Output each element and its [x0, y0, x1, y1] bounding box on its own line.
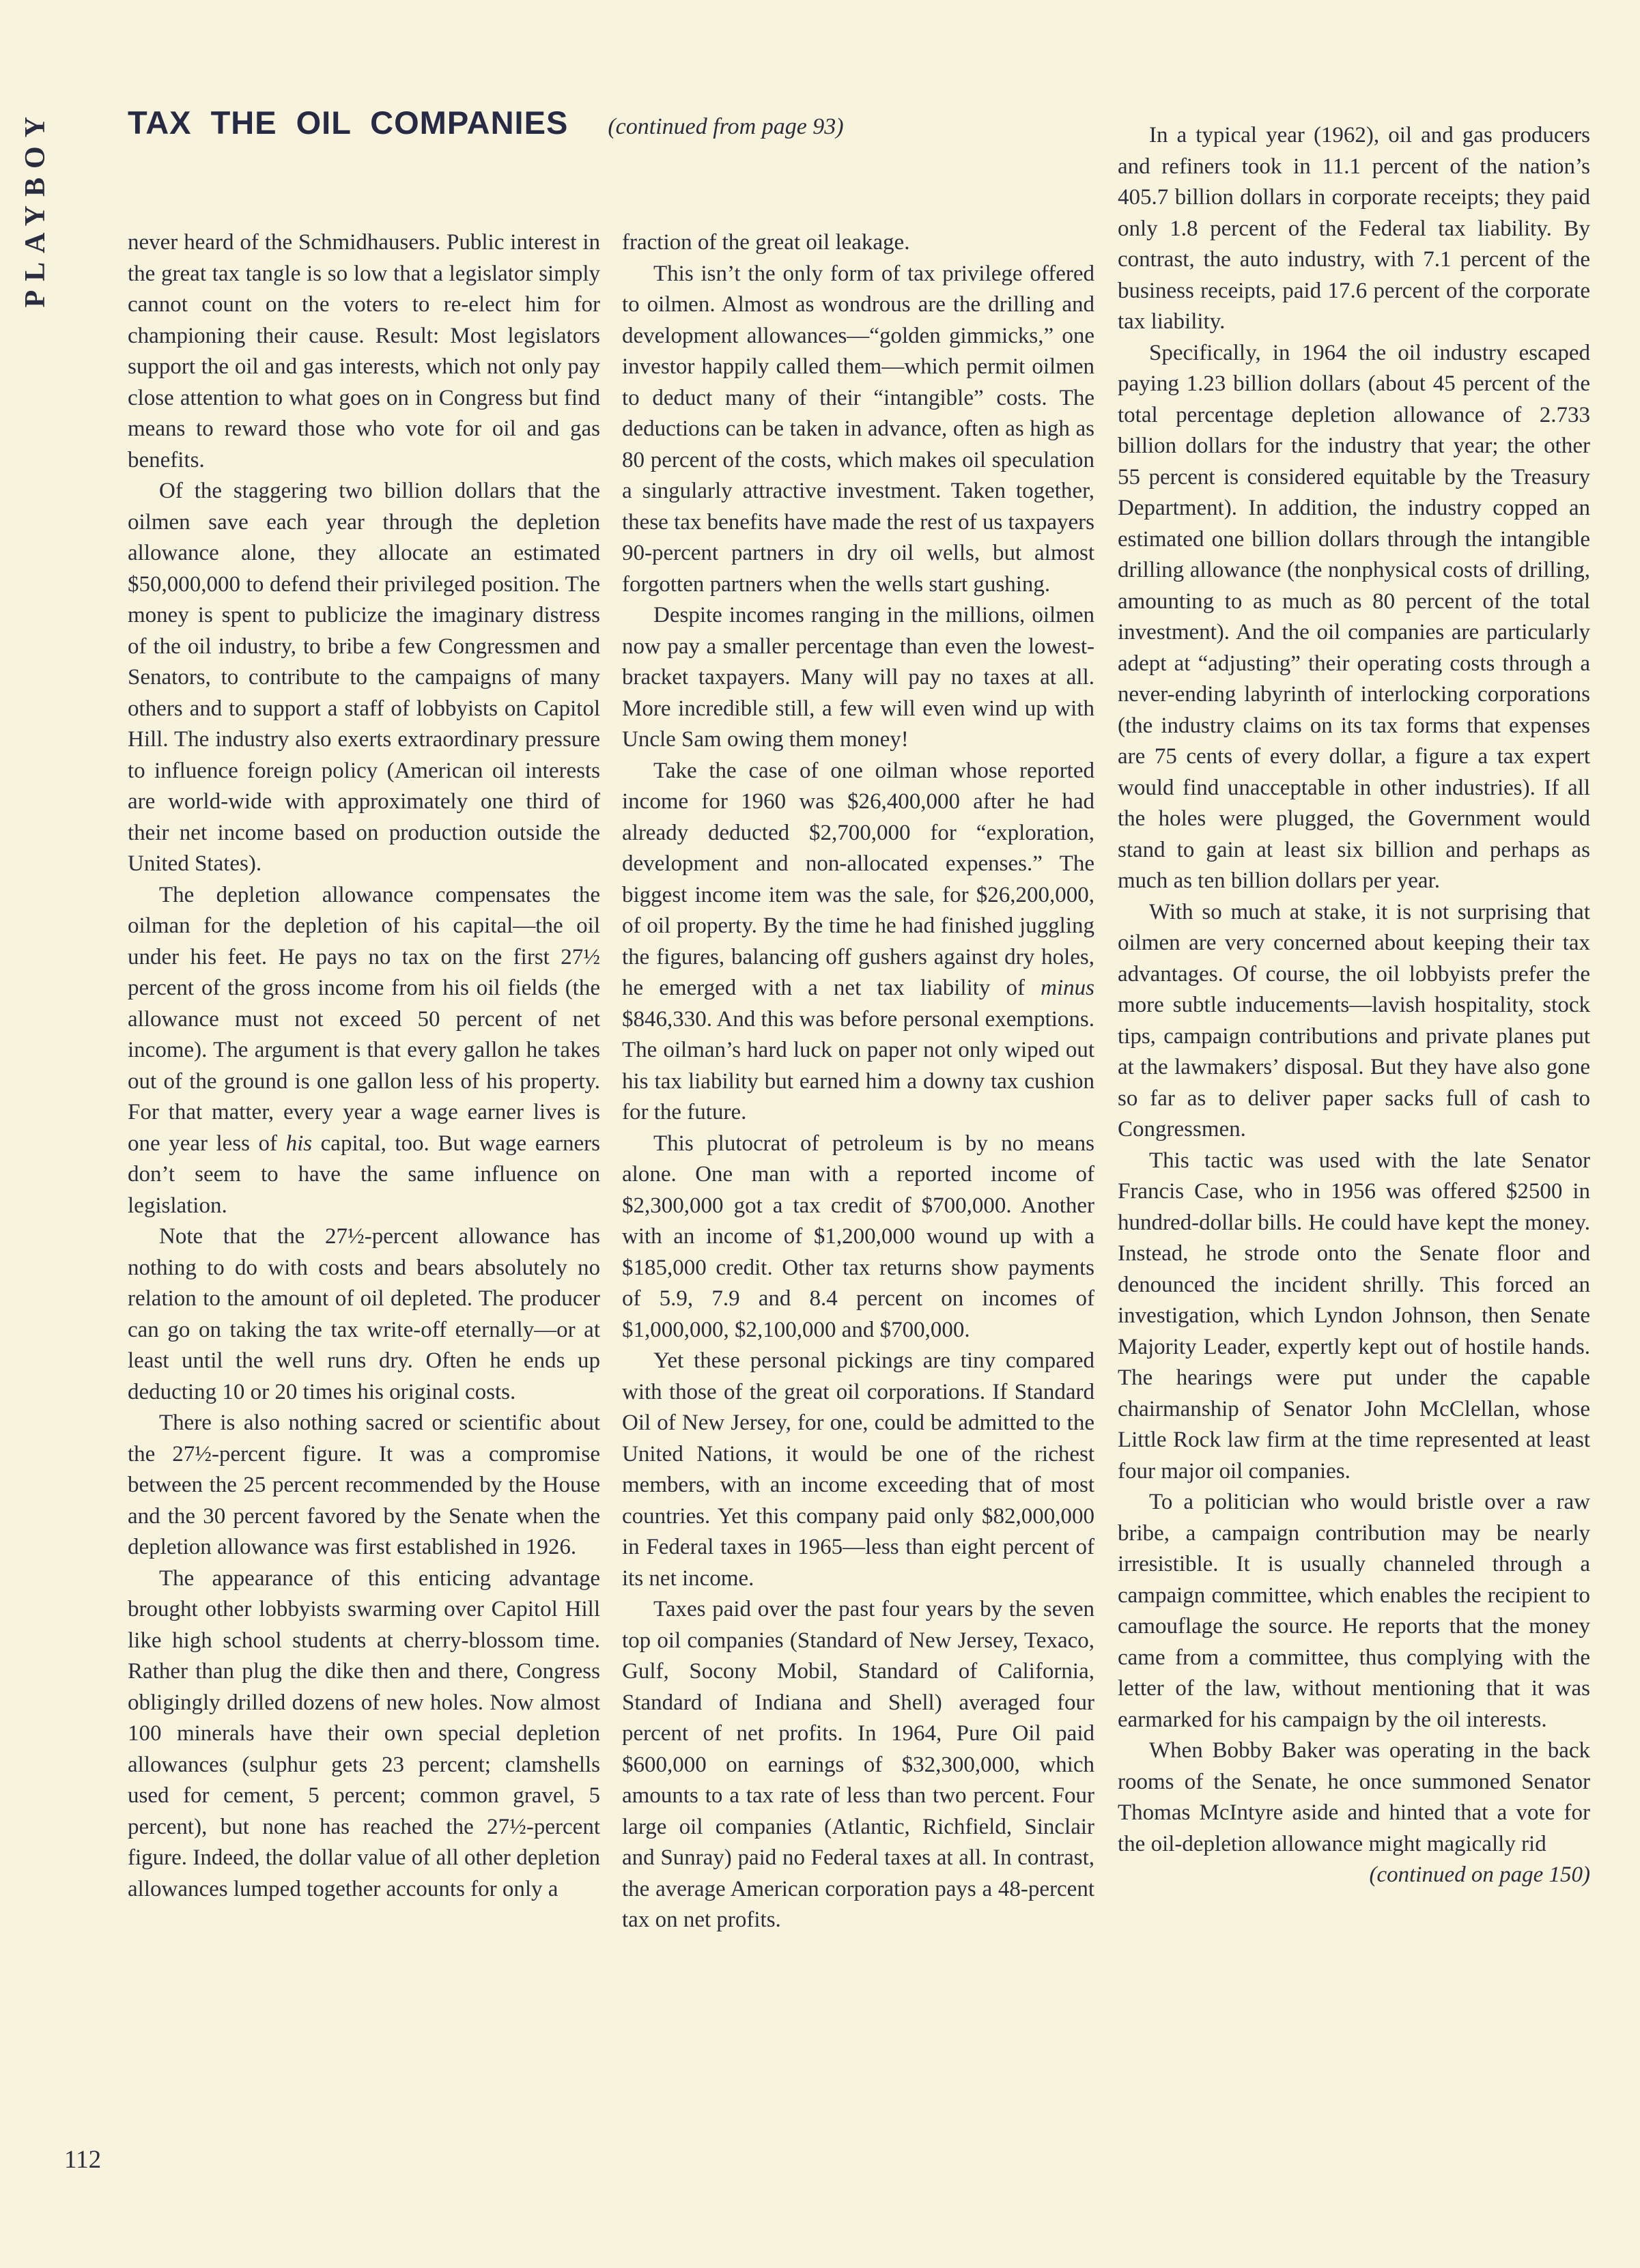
continued-from-note: (continued from page 93): [608, 114, 844, 139]
paragraph: [622, 756, 1094, 1129]
paragraph: fraction of the great oil leakage.: [622, 230, 910, 255]
paragraph: Specifically, in 1964 the oil industry escaped paying 1.23 billion dollars (about 45 percent of the total percentage depletion allowance of 2.733 billion dollars for the industry that year; the other 55 percent is considered equitable by the Treasury Department). In addition, the industry copped an estimated one billion dollars through the intangible drilling allowance (the nonphysical costs of drilling, amounting to as much as 80 percent of the total investment). And the oil companies are particularly adept at “adjusting” their operating costs through a never-ending labyrinth of interlocking corporations (the industry claims on its tax forms that expenses are 75 cents of every dollar, a figure a tax expert would find unacceptable in other industries). If all the holes were plugged, the Government would stand to gain at least six billion and perhaps as much as ten billion dollars per year.: [1118, 340, 1590, 893]
column-2: [622, 227, 1094, 1936]
paragraph: Despite incomes ranging in the millions, oilmen now pay a smaller percentage than even the lowest-bracket taxpayers. Many will pay no taxes at all. More incredible still, a few will even wind up with Uncle Sam owing them money!: [622, 603, 1094, 752]
paragraph-text: capital, too. But wage earners don’t seem to have the same influence on legislation.: [128, 1131, 600, 1218]
paragraph: never heard of the Schmidhausers. Public interest in the great tax tangle is so low that a legislator simply cannot count on the voters to re-elect him for championing their cause. Result: Most legislators support the oil and gas interests, which not only pay close attention to what goes on in Congress but find means to reward those who vote for oil and gas benefits.: [128, 230, 600, 472]
paragraph: Of the staggering two billion dollars that the oilmen save each year through the depletion allowance alone, they allocate an estimated $50,000,000 to defend their privileged position. The money is spent to publicize the imaginary distress of the oil industry, to bribe a few Congressmen and Senators, to contribute to the campaigns of many others and to support a staff of lobbyists on Capitol Hill. The industry also exerts extraordinary pressure to influence foreign policy (American oil interests are world-wide with approximately one third of their net income based on production outside the United States).: [128, 479, 600, 876]
paragraph: There is also nothing sacred or scientific about the 27½-percent figure. It was a compromise between the 25 percent recommended by the House and the 30 percent favored by the Senate when the depletion allowance was first established in 1926.: [128, 1411, 600, 1559]
paragraph: The appearance of this enticing advantage brought other lobbyists swarming over Capitol Hill like high school students at cherry-blossom time. Rather than plug the dike then and there, Congress obligingly drilled dozens of new holes. Now almost 100 minerals have their own special depletion allowances (sulphur gets 23 percent; clamshells used for cement, 5 percent; common gravel, 5 percent), but none has reached the 27½-percent figure. Indeed, the dollar value of all other depletion allowances lumped together accounts for only a: [128, 1565, 600, 1901]
paragraph: To a politician who would bristle over a raw bribe, a campaign contribution may be nearly irresistible. It is usually channeled through a campaign committee, which enables the recipient to camouflage the source. He reports that the money came from a committee, thus complying with the letter of the law, without mentioning that it was earmarked for his campaign by the oil interests.: [1118, 1490, 1590, 1732]
continued-on-note: (continued on page 150): [1369, 1862, 1590, 1887]
page-number: 112: [64, 2146, 102, 2174]
paragraph: When Bobby Baker was operating in the back rooms of the Senate, he once summoned Senator Thomas McIntyre aside and hinted that a vote for the oil-depletion allowance might magically rid: [1118, 1738, 1590, 1856]
article-title: TAX THE OIL COMPANIES: [128, 104, 569, 141]
column-3: [1118, 120, 1590, 1891]
paragraph-text: The depletion allowance compensates the oilman for the depletion of his capital—the oil under his feet. He pays no tax on the first 27½ percent of the gross income from his oil fields (the allowance must not exceed 50 percent of net income). The argument is that every gallon he takes out of the ground is one gallon less of his property. For that matter, every year a wage earner lives is one year less of: [128, 882, 600, 1156]
italic-word: his: [285, 1131, 313, 1156]
paragraph-text: $846,330. And this was before personal exemptions. The oilman’s hard luck on paper not only wiped out his tax liability but earned him a downy tax cushion for the future.: [622, 1006, 1094, 1124]
paragraph: Yet these personal pickings are tiny compared with those of the great oil corporations. If Standard Oil of New Jersey, for one, could be admitted to the United Nations, it would be one of the richest members, with an income exceeding that of most countries. Yet this company paid only $82,000,000 in Federal taxes in 1965—less than eight percent of its net income.: [622, 1348, 1094, 1591]
paragraph: This tactic was used with the late Senator Francis Case, who in 1956 was offered $2500 in hundred-dollar bills. He could have kept the money. Instead, he strode onto the Senate floor and denounced the incident shrilly. This forced an investigation, which Lyndon Johnson, then Senate Majority Leader, expertly kept out of hostile hands. The hearings were put under the capable chairmanship of Senator John McClellan, whose Little Rock law firm at the time represented at least four major oil companies.: [1118, 1148, 1590, 1484]
paragraph: In a typical year (1962), oil and gas producers and refiners took in 11.1 percent of the nation’s 405.7 billion dollars in corporate receipts; they paid only 1.8 percent of the Federal tax liability. By contrast, the auto industry, with 7.1 percent of the business receipts, paid 17.6 percent of the corporate tax liability.: [1118, 123, 1590, 334]
paragraph: [128, 880, 600, 1222]
italic-word: minus: [1041, 976, 1094, 1000]
column-1: [128, 227, 600, 1905]
paragraph: This plutocrat of petroleum is by no means alone. One man with a reported income of $2,300,000 got a tax credit of $700,000. Another with an income of $1,200,000 wound up with a $185,000 credit. Other tax returns show payments of 5.9, 7.9 and 8.4 percent on incomes of $1,000,000, $2,100,000 and $700,000.: [622, 1131, 1094, 1342]
paragraph: With so much at stake, it is not surprising that oilmen are very concerned about keeping their tax advantages. Of course, the oil lobbyists prefer the more subtle inducements—lavish hospitality, stock tips, campaign contributions and private planes put at the lawmakers’ disposal. But they have also gone so far as to deliver paper sacks full of cash to Congressmen.: [1118, 899, 1590, 1142]
paragraph: Taxes paid over the past four years by the seven top oil companies (Standard of New Jersey, Texaco, Gulf, Socony Mobil, Standard of California, Standard of Indiana and Shell) averaged four percent of net profits. In 1964, Pure Oil paid $600,000 on earnings of $32,300,000, which amounts to a tax rate of less than two percent. Four large oil companies (Atlantic, Richfield, Sinclair and Sunray) paid no Federal taxes at all. In contrast, the average American corporation pays a 48-percent tax on net profits.: [622, 1597, 1094, 1932]
playboy-spine-text: PLAYBOY: [20, 108, 51, 308]
paragraph: Note that the 27½-percent allowance has nothing to do with costs and bears absolutely no relation to the amount of oil depleted. The producer can go on taking the tax write-off eternally—or at least until the well runs dry. Often he ends up deducting 10 or 20 times his original costs.: [128, 1224, 600, 1404]
paragraph-text: Take the case of one oilman whose reported income for 1960 was $26,400,000 after he had already deducted $2,700,000 for “exploration, development and non-allocated expenses.” The biggest income item was the sale, for $26,200,000, of oil property. By the time he had finished juggling the figures, balancing off gushers against dry holes, he emerged with a net tax liability of: [622, 758, 1094, 1000]
paragraph: This isn’t the only form of tax privilege offered to oilmen. Almost as wondrous are the drilling and development allowances—“golden gimmicks,” one investor happily called them—which permit oilmen to deduct many of their “intangible” costs. The deductions can be taken in advance, often as high as 80 percent of the costs, which makes oil speculation a singularly attractive investment. Taken together, these tax benefits have made the rest of us taxpayers 90-percent partners in dry oil wells, but almost forgotten partners when the wells start gushing.: [622, 261, 1094, 597]
article-header: [128, 104, 1118, 141]
